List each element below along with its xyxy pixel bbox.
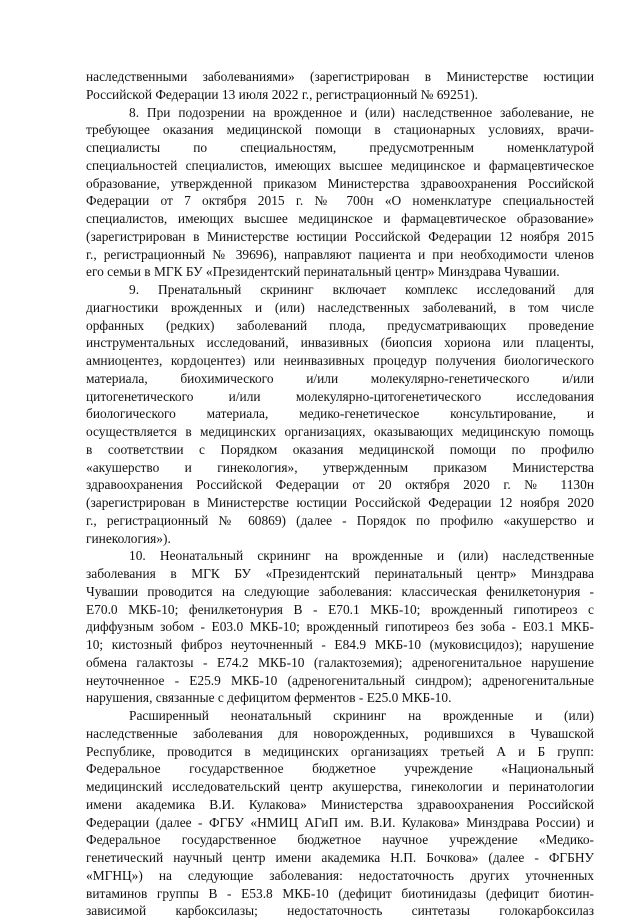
text-line: здравоохранения Российской Федерации от 20 октября 2020 г. № 1130н bbox=[86, 477, 594, 493]
text-line: Чувашии проводится на следующие заболевания: классическая фенилкетонурия - bbox=[86, 583, 594, 599]
text-line: осуществляется в медицинских организациях, оказывающих медицинскую помощь bbox=[86, 424, 594, 439]
text-line: наследственные заболевания для новорожденных, родившихся в Чувашской bbox=[86, 725, 594, 741]
text-line: диагностики врожденных и (или) наследственных заболеваний, в том числе bbox=[86, 299, 594, 315]
text-line: инструментальных исследований, инвазивных (биопсия хориона или плаценты, bbox=[86, 335, 594, 351]
text-line: Российской Федерации 13 июля 2022 г., регистрационный № 69251). bbox=[86, 86, 479, 102]
text-line: Федеральное государственное бюджетное научное учреждение «Медико- bbox=[86, 832, 594, 848]
text-line: (зарегистрирован в Министерстве юстиции Российской Федерации 12 ноября 2015 bbox=[86, 228, 594, 244]
text-line: E70.0 МКБ-10; фенилкетонурия B - E70.1 МКБ-10; врожденный гипотиреоз с bbox=[86, 601, 594, 617]
text-line: 9. Пренатальный скрининг включает комплекс исследований для bbox=[129, 282, 594, 297]
text-line: заболевания в МГК БУ «Президентский перинатальный центр» Минздрава bbox=[86, 566, 594, 581]
text-line: генетический научный центр имени академика Н.П. Бочкова» (далее - ФГБНУ bbox=[86, 850, 594, 865]
text-line: наследственными заболеваниями» (зарегистрирован в Министерстве юстиции bbox=[86, 69, 594, 84]
text-line: (зарегистрирован в Министерстве юстиции Российской Федерации 12 ноября 2020 bbox=[86, 495, 594, 510]
text-line: орфанных (редких) заболеваний плода, предусматривающих проведение bbox=[86, 317, 594, 333]
text-line: специальностей специалистов, имеющих высшее медицинское и фармацевтическое bbox=[86, 157, 594, 173]
text-line: Федерации (далее - ФГБУ «НМИЦ АГиП им. В.И. Кулакова» Минздрава России) и bbox=[86, 814, 594, 830]
text-line: имени академика В.И. Кулакова» Министерства здравоохранения Российской bbox=[86, 796, 594, 812]
text-line: требующее оказания медицинской помощи в стационарных условиях, врачи- bbox=[86, 122, 594, 138]
text-line: «акушерство и гинекология», утвержденным приказом Министерства bbox=[86, 459, 594, 475]
text-line: Федеральное государственное бюджетное учреждение «Национальный bbox=[86, 761, 594, 777]
text-line: Республике, проводится в медицинских организациях третьей А и Б групп: bbox=[86, 743, 594, 759]
text-line: диффузным зобом - E03.0 МКБ-10; врожденный гипотиреоз без зоба - E03.1 МКБ- bbox=[86, 619, 594, 635]
text-line: «МГНЦ») на следующие заболевания: недостаточность других уточненных bbox=[86, 867, 594, 883]
text-line: амниоцентез, кордоцентез) или неинвазивных процедур получения биологического bbox=[86, 353, 594, 368]
text-line: витаминов группы B - E53.8 МКБ-10 (дефицит биотинидазы (дефицит биотин- bbox=[86, 885, 594, 901]
text-line: медицинский исследовательский центр акушерства, гинекологии и перинатологии bbox=[86, 779, 594, 794]
text-line: гинекология»). bbox=[86, 530, 171, 546]
text-line: нарушения, связанные с дефицитом ферментов - E25.0 МКБ-10. bbox=[86, 690, 452, 706]
text-line: специалистов, имеющих высшее медицинское и фармацевтическое образование» bbox=[86, 211, 594, 226]
text-line: Федерации от 7 октября 2015 г. № 700н «О номенклатуре специальностей bbox=[86, 193, 594, 209]
text-line: неуточненное - E25.9 МКБ-10 (адреногенитальный синдром); адреногенитальные bbox=[86, 672, 594, 688]
text-line: г., регистрационный № 39696), направляют пациента и при необходимости членов bbox=[86, 246, 594, 262]
text-line: Расширенный неонатальный скрининг на врожденные и (или) bbox=[129, 708, 594, 723]
text-line: его семьи в МГК БУ «Президентский перинатальный центр» Минздрава Чувашии. bbox=[86, 264, 560, 280]
text-line: специалисты по специальностям, предусмотренным номенклатурой bbox=[86, 140, 594, 155]
text-line: 10. Неонатальный скрининг на врожденные и (или) наследственные bbox=[129, 548, 594, 564]
text-line: 8. При подозрении на врожденное и (или) наследственное заболевание, не bbox=[129, 104, 594, 120]
text-line: 10; кистозный фиброз неуточненный - E84.9 МКБ-10 (муковисцидоз); нарушение bbox=[86, 637, 594, 652]
text-line: в соответствии с Порядком оказания медицинской помощи по профилю bbox=[86, 441, 594, 457]
text-line: зависимой карбоксилазы; недостаточность синтетазы голокарбоксилаз bbox=[86, 903, 594, 919]
text-line: биологического материала, медико-генетическое консультирование, и bbox=[86, 406, 594, 422]
text-line: г., регистрационный № 60869) (далее - Порядок по профилю «акушерство и bbox=[86, 512, 594, 528]
text-line: цитогенетического и/или молекулярно-цитогенетического исследования bbox=[86, 388, 594, 404]
text-line: обмена галактозы - E74.2 МКБ-10 (галактоземия); адреногенитальное нарушение bbox=[86, 654, 594, 670]
text-line: образование, утвержденной приказом Министерства здравоохранения Российской bbox=[86, 175, 594, 191]
text-line: материала, биохимического и/или молекулярно-генетического и/или bbox=[86, 370, 594, 386]
document-text bbox=[86, 68, 594, 920]
